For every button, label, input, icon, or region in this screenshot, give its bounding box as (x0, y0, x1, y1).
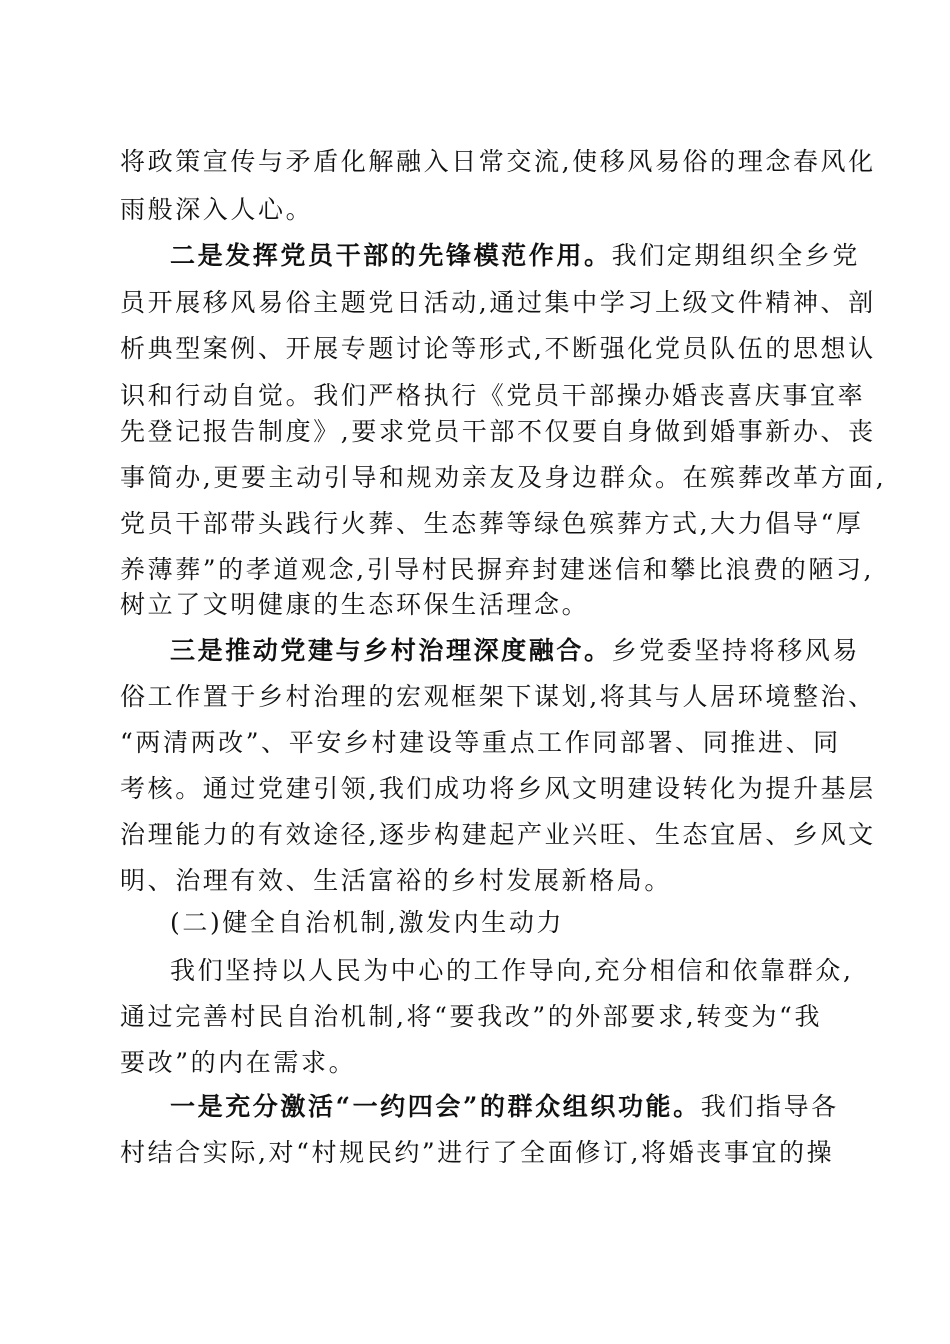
line-text: 雨般深入人心。 (120, 195, 314, 224)
line-text: 俗工作置于乡村治理的宏观框架下谋划,将其与人居环境整治、 (120, 682, 876, 711)
paragraph-line (120, 864, 672, 898)
paragraph-line (120, 588, 589, 622)
line-text: “两清两改”、平安乡村建设等重点工作同部署、同推进、同 (120, 728, 841, 757)
line-text: 村结合实际,对“村规民约”进行了全面修订,将婚丧事宜的操 (120, 1138, 835, 1167)
paragraph-line (120, 145, 876, 179)
paragraph-line (120, 726, 841, 760)
paragraph-line (120, 1000, 822, 1034)
section-heading (170, 906, 564, 940)
paragraph-line (170, 1090, 839, 1124)
paragraph-line (120, 332, 876, 366)
paragraph-line (120, 553, 874, 587)
line-text: 析典型案例、开展专题讨论等形式,不断强化党员队伍的思想认 (120, 334, 876, 363)
line-text: 我们定期组织全乡党 (611, 241, 861, 270)
paragraph-line (120, 193, 313, 227)
line-text: 我们指导各 (700, 1092, 839, 1121)
paragraph-line (120, 818, 876, 852)
paragraph-line (170, 239, 860, 273)
line-text: 员开展移风易俗主题党日活动,通过集中学习上级文件精神、剖 (120, 288, 876, 317)
paragraph-line (120, 507, 864, 541)
line-text: 明、治理有效、生活富裕的乡村发展新格局。 (120, 866, 673, 895)
paragraph-line (120, 1046, 356, 1080)
line-text: 通过完善村民自治机制,将“要我改”的外部要求,转变为“我 (120, 1002, 823, 1031)
line-text: 考核。通过党建引领,我们成功将乡风文明建设转化为提升基层 (120, 774, 876, 803)
line-text: 识和行动自觉。我们严格执行《党员干部操办婚丧喜庆事宜率 (120, 381, 866, 410)
line-text: 要改”的内在需求。 (120, 1048, 357, 1077)
paragraph-line (120, 415, 876, 449)
line-text: 事简办,更要主动引导和规劝亲友及身边群众。在殡葬改革方面, (120, 463, 887, 492)
paragraph-lead: 三是推动党建与乡村治理深度融合。 (170, 636, 612, 665)
line-text: 治理能力的有效途径,逐步构建起产业兴旺、生态宜居、乡风文 (120, 820, 876, 849)
paragraph-line (120, 1136, 834, 1170)
line-text: 乡党委坚持将移风易 (611, 636, 861, 665)
paragraph-line (170, 954, 854, 988)
paragraph-lead: 一是充分激活“一约四会”的群众组织功能。 (170, 1092, 701, 1121)
paragraph-line (120, 379, 865, 413)
paragraph-line (170, 634, 860, 668)
line-text: 树立了文明健康的生态环保生活理念。 (120, 590, 590, 619)
heading-text: (二)健全自治机制,激发内生动力 (170, 908, 565, 937)
paragraph-lead: 二是发挥党员干部的先锋模范作用。 (170, 241, 612, 270)
line-text: 党员干部带头践行火葬、生态葬等绿色殡葬方式,大力倡导“厚 (120, 509, 864, 538)
paragraph-line (120, 286, 876, 320)
line-text: 我们坚持以人民为中心的工作导向,充分相信和依靠群众, (170, 956, 854, 985)
paragraph-line (120, 461, 886, 495)
paragraph-line (120, 772, 876, 806)
paragraph-line (120, 680, 876, 714)
line-text: 养薄葬”的孝道观念,引导村民摒弃封建迷信和攀比浪费的陋习, (120, 555, 875, 584)
line-text: 先登记报告制度》,要求党员干部不仅要自身做到婚事新办、丧 (120, 417, 876, 446)
line-text: 将政策宣传与矛盾化解融入日常交流,使移风易俗的理念春风化 (120, 147, 876, 176)
